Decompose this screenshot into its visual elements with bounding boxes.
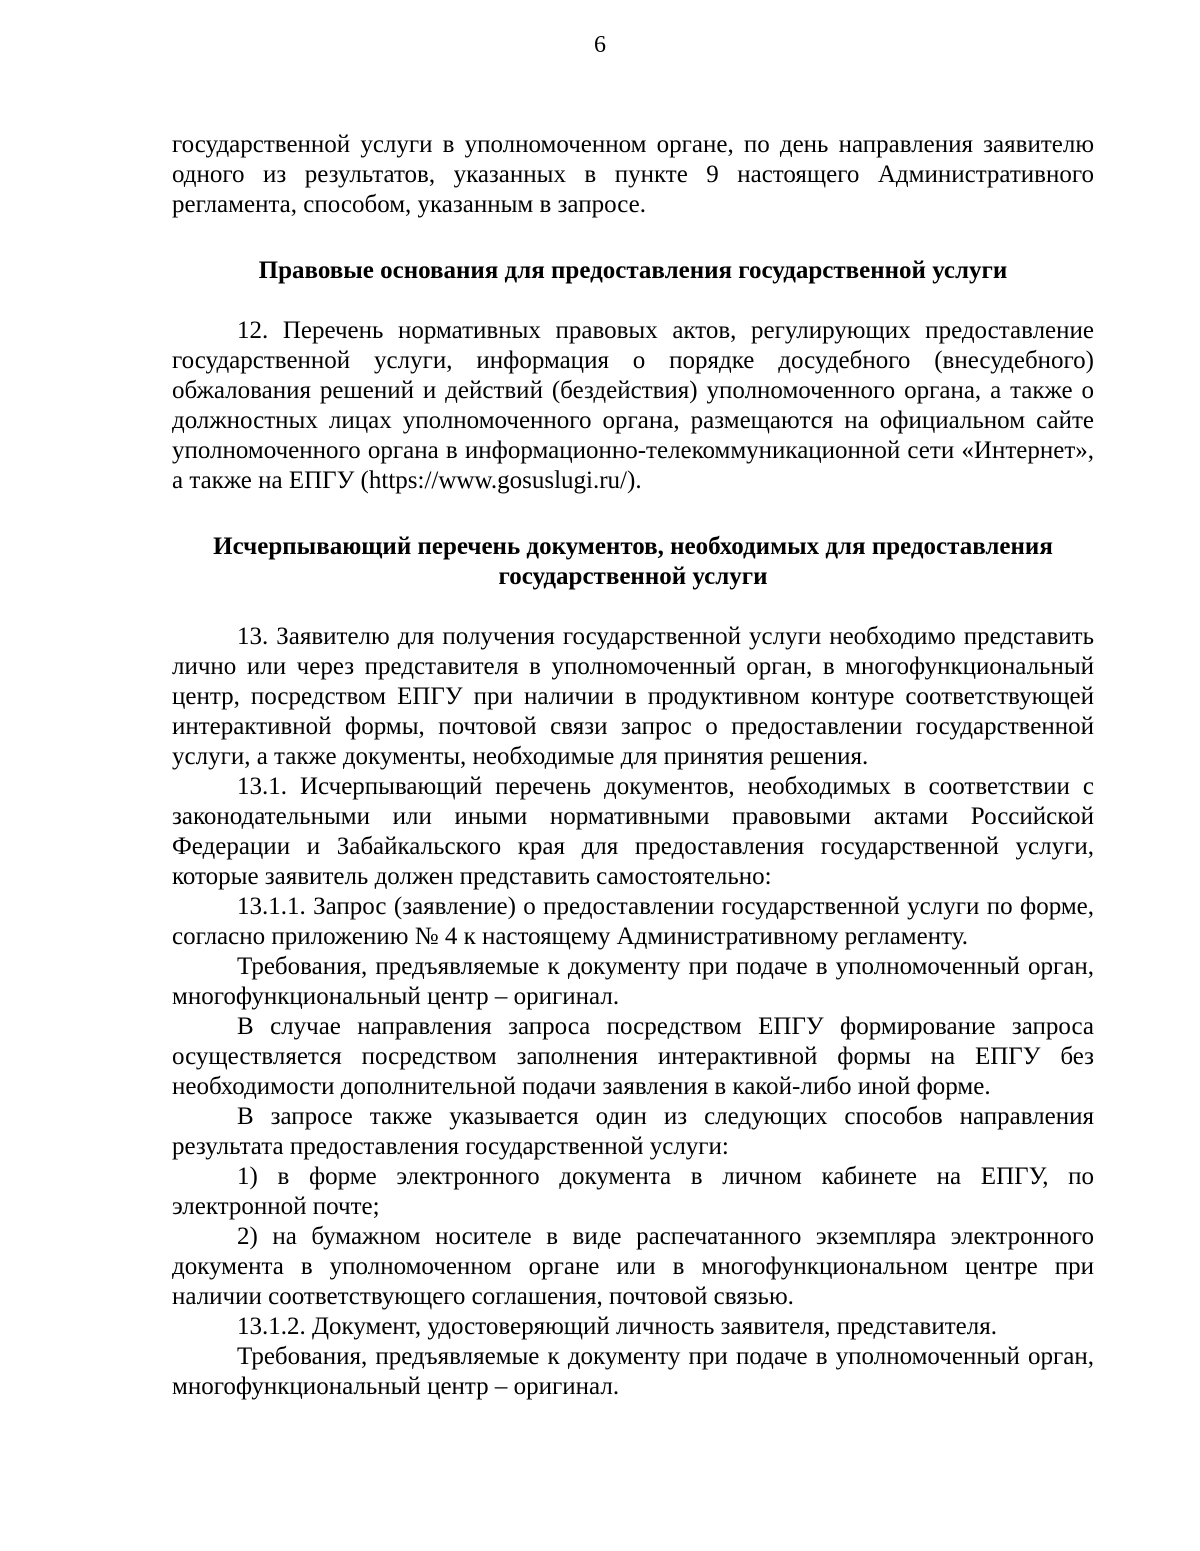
paragraph-13-1: 13.1. Исчерпывающий перечень документов, необходимых в соответствии с законодательными или иными нормативными правовыми актами Российской Федерации и Забайкальского края для предоставления государственной услуги, которые заявитель должен представить самостоятельно: (172, 773, 1094, 890)
paragraph-epgu-request: В случае направления запроса посредством ЕПГУ формирование запроса осуществляется посредством заполнения интерактивной формы на ЕПГУ без необходимости дополнительной подачи заявления в какой-либо иной форме. (172, 1013, 1094, 1100)
heading-legal-basis: Правовые основания для предоставления государственной услуги (258, 257, 1008, 284)
heading-documents-list: Исчерпывающий перечень документов, необходимых для предоставления государственной услуги (213, 533, 1053, 590)
paragraph-13: 13. Заявителю для получения государственной услуги необходимо представить лично или через представителя в уполномоченный орган, в многофункциональный центр, посредством ЕПГУ при наличии в продуктивном контуре соответствующей интерактивной формы, почтовой связи запрос о предоставлении государственной услуги, а также документы, необходимые для принятия решения. (172, 623, 1094, 770)
paragraph-12: 12. Перечень нормативных правовых актов, регулирующих предоставление государственной услуги, информация о порядке досудебного (внесудебного) обжалования решений и действий (бездействия) уполномоченного органа, а также о должностных лицах уполномоченного органа, размещаются на официальном сайте уполномоченного органа в информационно-телекоммуникационной сети «Интернет», а также на ЕПГУ (https://www.gosuslugi.ru/). (172, 317, 1094, 494)
paragraph-result-methods: В запросе также указывается один из следующих способов направления результата предоставления государственной услуги: (172, 1103, 1094, 1160)
paragraph-requirements-1: Требования, предъявляемые к документу при подаче в уполномоченный орган, многофункциональный центр – оригинал. (172, 953, 1094, 1010)
intro-paragraph: государственной услуги в уполномоченном органе, по день направления заявителю одного из результатов, указанных в пункте 9 настоящего Административного регламента, способом, указанным в запросе. (172, 131, 1094, 218)
paragraph-13-1-2: 13.1.2. Документ, удостоверяющий личность заявителя, представителя. (237, 1313, 997, 1340)
paragraph-13-1-1: 13.1.1. Запрос (заявление) о предоставлении государственной услуги по форме, согласно приложению № 4 к настоящему Административному регламенту. (172, 893, 1094, 950)
paragraph-requirements-2: Требования, предъявляемые к документу при подаче в уполномоченный орган, многофункциональный центр – оригинал. (172, 1343, 1094, 1400)
page-number: 6 (594, 32, 606, 58)
list-item-1: 1) в форме электронного документа в личном кабинете на ЕПГУ, по электронной почте; (172, 1163, 1094, 1220)
document-body (172, 130, 1094, 1402)
list-item-2: 2) на бумажном носителе в виде распечатанного экземпляра электронного документа в уполномоченном органе или в многофункциональном центре при наличии соответствующего соглашения, почтовой связью. (172, 1223, 1094, 1310)
